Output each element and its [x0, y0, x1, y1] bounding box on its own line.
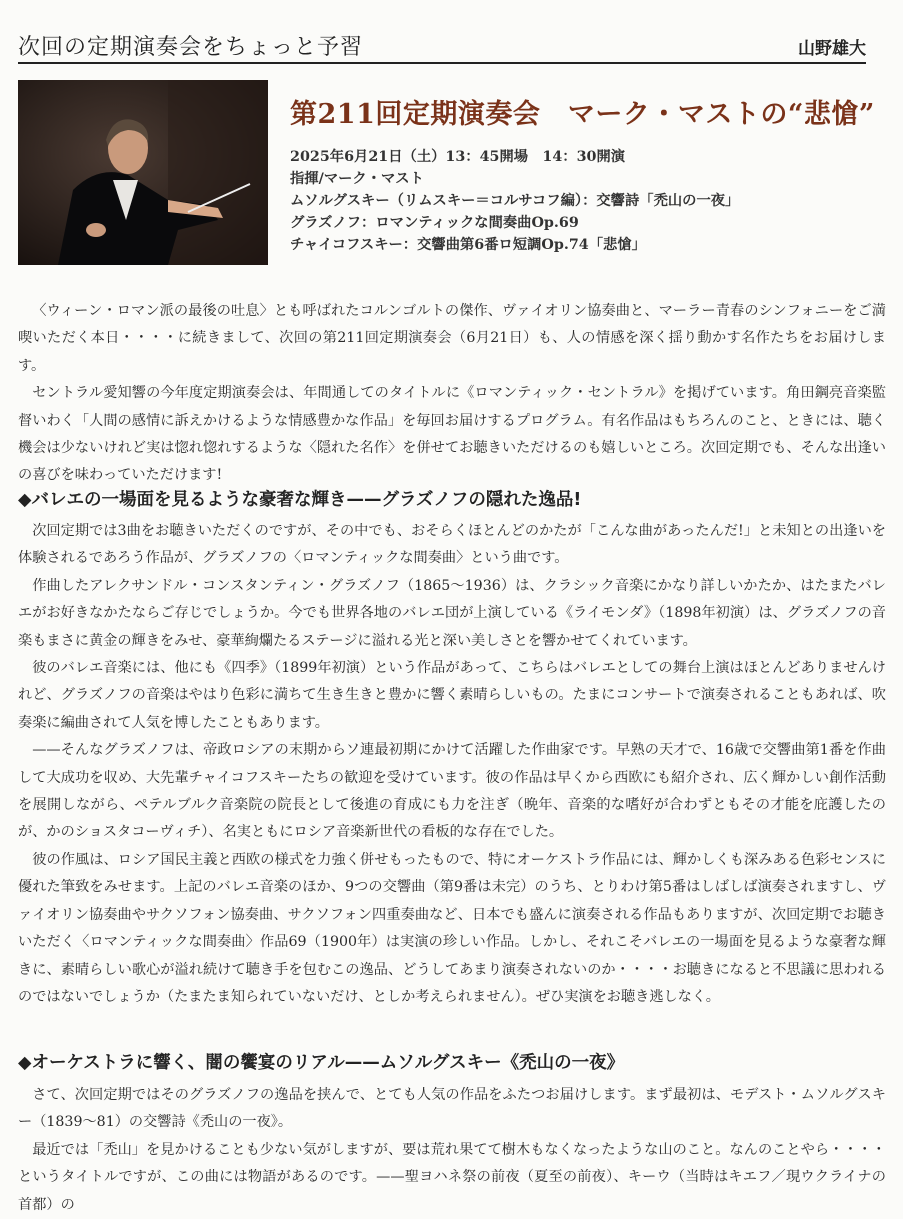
program-item: ムソルグスキー（リムスキー＝コルサコフ編）：交響詩「禿山の一夜」 — [290, 193, 740, 209]
section-heading: ◆バレエの一場面を見るような豪奢な輝き——グラズノフの隠れた逸品! — [18, 490, 582, 510]
section2-text — [18, 1082, 886, 1219]
concert-date: 2025年6月21日（土）13：45開場 14：30開演 — [290, 149, 626, 165]
paragraph: 彼のバレエ音楽には、他にも《四季》（1899年初演）という作品があって、こちらはバレエとしての舞台上演はほとんどありませんけれど、グラズノフの音楽はやはり色彩に満ちて生き生きと豊かに響く素晴らしいもの。たまにコンサートで演奏されることもあれば、吹奏楽に編曲されて人気を博したこともあります。 — [18, 660, 886, 731]
paragraph: さて、次回定期ではそのグラズノフの逸品を挟んで、とても人気の作品をふたつお届けします。まず最初は、モデスト・ムソルグスキー（1839〜81）の交響詩《禿山の一夜》。 — [18, 1087, 886, 1131]
program-item: チャイコフスキー：交響曲第6番ロ短調Op.74「悲愴」 — [290, 237, 646, 253]
conductor-photo — [18, 80, 268, 265]
author-name: 山野雄大 — [798, 39, 866, 59]
intro-text — [18, 298, 886, 490]
section-heading: ◆オーケストラに響く、闇の饗宴のリアル——ムソルグスキー《禿山の一夜》 — [18, 1053, 625, 1073]
concert-title: 第211回定期演奏会 マーク・マストの“悲愴” — [290, 99, 875, 130]
section1-text — [18, 518, 886, 1011]
paragraph: 作曲したアレクサンドル・コンスタンティン・グラズノフ（1865〜1936）は、クラシック音楽にかなり詳しいかたか、はたまたバレエがお好きなかたならご存じでしょうか。今でも世界各地のバレエ団が上演している《ライモンダ》（1898年初演）は、グラズノフの音楽もまさに黄金の輝きをみせ、豪華絢爛たるステージに溢れる光と深い美しさとを響かせてくれています。 — [18, 577, 886, 649]
paragraph: 〈ウィーン・ロマン派の最後の吐息〉とも呼ばれたコルンゴルトの傑作、ヴァイオリン協奏曲と、マーラー青春のシンフォニーをご満喫いただく本日・・・・に続きまして、次回の第211回定期演奏会（6月21日）も、人の情感を深く揺り動かす名作たちをお届けします。 — [18, 303, 886, 374]
paragraph: ——そんなグラズノフは、帝政ロシアの末期からソ連最初期にかけて活躍した作曲家です。早熟の天才で、16歳で交響曲第1番を作曲して大成功を収め、大先輩チャイコフスキーたちの歓迎を受けています。彼の作品は早くから西欧にも紹介され、広く輝かしい創作活動を展開しながら、ペテルブルク音楽院の院長として後進の育成にも力を注ぎ（晩年、音楽的な嗜好が合わずともその才能を庇護したのが、かのショスタコーヴィチ）、名実ともにロシア音楽新世代の看板的な存在でした。 — [18, 742, 886, 841]
page-header — [18, 30, 866, 64]
paragraph: 最近では「禿山」を見かけることも少ない気がしますが、要は荒れ果てて樹木もなくなったような山のこと。なんのことやら・・・・というタイトルですが、この曲には物語があるのです。——聖ヨハネ祭の前夜（夏至の前夜）、キーウ（当時はキエフ／現ウクライナの首都）の — [18, 1141, 886, 1213]
paragraph: 次回定期では3曲をお聴きいただくのですが、その中でも、おそらくほとんどのかたが「こんな曲があったんだ!」と未知との出逢いを体験されるであろう作品が、グラズノフの〈ロマンティックな間奏曲〉という曲です。 — [18, 523, 886, 567]
column-title: 次回の定期演奏会をちょっと予習 — [18, 35, 364, 60]
concert-info — [290, 146, 880, 256]
paragraph: セントラル愛知響の今年度定期演奏会は、年間通してのタイトルに《ロマンティック・セントラル》を掲げています。角田鋼亮音楽監督いわく「人間の感情に訴えかけるような情感豊かな作品」を毎回お届けするプログラム。有名作品はもちろんのこと、ときには、聴く機会は少ないけれど実は惚れ惚れするような〈隠れた名作〉を併せてお聴きいただけるのも嬉しいところ。次回定期でも、そんな出逢いの喜びを味わっていただけます! — [18, 385, 886, 484]
conductor-line: 指揮/マーク・マスト — [290, 171, 424, 187]
conductor-image — [18, 80, 268, 265]
program-item: グラズノフ：ロマンティックな間奏曲Op.69 — [290, 215, 579, 231]
paragraph: 彼の作風は、ロシア国民主義と西欧の様式を力強く併せもったもので、特にオーケストラ作品には、輝かしくも深みある色彩センスに優れた筆致をみせます。上記のバレエ音楽のほか、9つの交響曲（第9番は未完）のうち、とりわけ第5番はしばしば演奏されますし、ヴァイオリン協奏曲やサクソフォン協奏曲、サクソフォン四重奏曲など、日本でも盛んに演奏される作品もありますが、次回定期でお聴きいただく〈ロマンティックな間奏曲〉作品69（1900年）は実演の珍しい作品。しかし、それこそバレエの一場面を見るような豪奢な輝きに、素晴らしい歌心が溢れ続けて聴き手を包むこの逸品、どうしてあまり演奏されないのか・・・・お聴きになると不思議に思われるのではないでしょうか（たまたま知られていないだけ、としか考えられません）。ぜひ実演をお聴き逃しなく。 — [18, 851, 886, 1005]
